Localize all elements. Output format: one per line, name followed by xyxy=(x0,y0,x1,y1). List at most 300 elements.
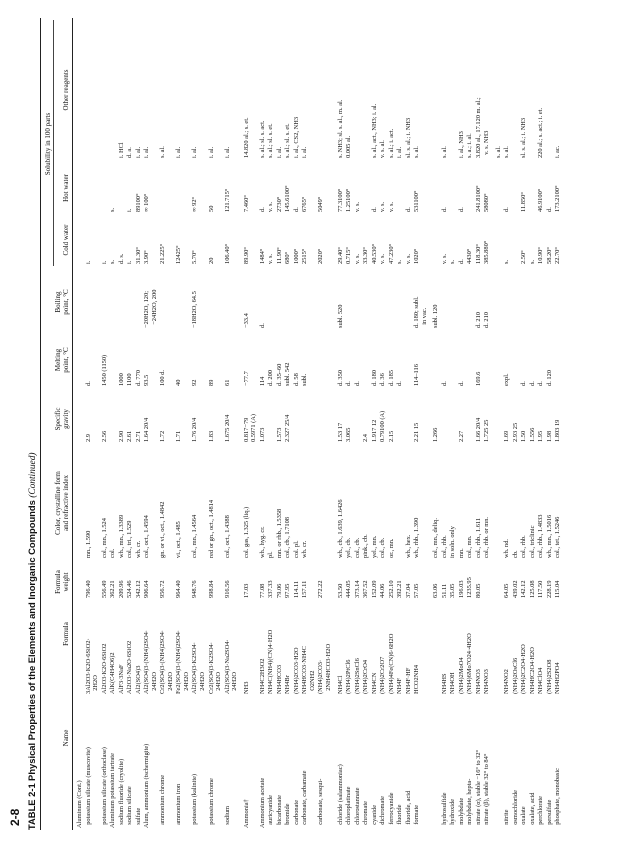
cell-formula: NH4ClO4 xyxy=(537,667,545,694)
cell-gravity: 2.93 25 xyxy=(511,422,519,442)
cell-color: pink., cb. xyxy=(362,534,369,558)
cell-color: gn. or vi., oct., 1.4842 xyxy=(159,501,167,558)
cell-color: cb. xyxy=(511,550,519,558)
cell-formula: Al2(SO4)3·K2SO4· 24H2O xyxy=(191,642,206,694)
cell-color: wh., mn., 1.5016 xyxy=(545,514,553,558)
cell-other-reagents: i. ac. xyxy=(554,145,562,158)
cell-name: carbonate xyxy=(292,799,300,828)
cell-name: ferrocyanide xyxy=(387,792,395,828)
cell-cold-water: 680° xyxy=(284,251,292,264)
cell-formula: NH4C(NH4)(CN)4·H2O xyxy=(267,629,275,694)
cell-hot-water: d. xyxy=(292,207,300,212)
cell-cold-water: 2020° xyxy=(317,248,325,264)
cell-cold-water: 0.715° xyxy=(345,247,352,264)
cell-name: persulfate xyxy=(545,799,553,828)
cell-gravity: 1.64 20/4 xyxy=(143,417,151,442)
cell-name: nitrate (α), stable −16° to 32° xyxy=(474,749,482,828)
cell-weight: 125.08 xyxy=(528,580,536,598)
cell-weight: 367.52 xyxy=(362,580,369,598)
cell-gravity: 1.76 20/4 xyxy=(191,417,199,442)
cell-boiling-point: subl. 120 xyxy=(432,304,440,328)
cell-name: sulfate xyxy=(134,807,142,828)
cell-weight: 998.84 xyxy=(207,580,215,598)
cell-other-reagents: i. HCl xyxy=(117,142,125,158)
cell-cold-water: i. xyxy=(84,260,92,264)
cell-color: wh. cr. xyxy=(301,540,309,558)
cell-formula: (NH4)2MoO4 xyxy=(457,657,465,694)
cell-gravity: 1.573 xyxy=(275,427,283,442)
cell-other-reagents: i. al. xyxy=(301,146,309,158)
cell-name: oxalate, acid xyxy=(528,792,536,828)
cell-hot-water: 7.460° xyxy=(242,195,250,212)
cell-cold-water: 21.225° xyxy=(159,243,167,264)
cell-hot-water: d. xyxy=(545,207,553,212)
cell-gravity: 1.803 19 xyxy=(554,419,562,442)
cell-hot-water: d. xyxy=(258,207,266,212)
cell-weight: 35.05 xyxy=(449,583,457,598)
cell-formula: Al2(SO4)3 xyxy=(134,665,142,694)
cell-gravity: 1.675 20/4 xyxy=(223,414,231,442)
cell-boiling-point: subl. 520 xyxy=(336,304,344,328)
header-formula: Formula xyxy=(62,622,70,646)
cell-melting-point: 1000 xyxy=(117,373,125,386)
cell-other-reagents: v. s. al. xyxy=(379,140,386,158)
cell-boiling-point: d. xyxy=(258,323,266,328)
cell-weight: 252.10 xyxy=(387,580,395,598)
cell-color: col., mn., 1.524 xyxy=(100,518,108,558)
cell-other-reagents: i. al., CS2, NH3 xyxy=(292,116,300,158)
cell-name: molybdate xyxy=(457,797,465,828)
cell-other-reagents: i. al. xyxy=(396,146,403,158)
cell-hot-water: 77.3100° xyxy=(336,188,344,212)
cell-weight: 196.03 xyxy=(457,580,465,598)
cell-melting-point: 114–116 xyxy=(413,364,420,386)
cell-hot-water: 121.715° xyxy=(223,188,231,212)
cell-formula: NH4NO2 xyxy=(503,669,511,694)
cell-hot-water: d. xyxy=(440,207,448,212)
cell-other-reagents: s. NH3; sl. s. al., m. al. xyxy=(336,99,344,158)
cell-color: col., rhb. or mn. xyxy=(483,517,491,558)
cell-melting-point: 93.5 xyxy=(143,374,151,386)
cell-formula: (NH4)2C2O4·H2O xyxy=(520,644,528,694)
cell-cold-water: 31.30° xyxy=(134,247,142,264)
cell-hot-water: 145.6100° xyxy=(284,185,292,212)
cell-other-reagents: i. al. xyxy=(223,146,231,158)
cell-name: Alum, ammonium (tschermigite) xyxy=(143,743,151,828)
cell-melting-point: 61 xyxy=(223,379,231,386)
cell-other-reagents: i. al. xyxy=(134,146,142,158)
cell-formula: (NH4)2CO3·H2O xyxy=(292,647,300,694)
cell-color: col., triclinic xyxy=(528,525,536,558)
cell-cold-water: 385.880° xyxy=(483,240,491,264)
cell-weight: 948.76 xyxy=(191,580,199,598)
cell-formula: (NH4)4Fe(CN)6·6H2O xyxy=(387,633,395,694)
cell-gravity: 1.95 xyxy=(537,430,545,442)
cell-name: perchlorate xyxy=(537,796,545,828)
cell-gravity: 2.27 xyxy=(457,430,465,442)
cell-hot-water: v. s. xyxy=(267,201,275,212)
table-caption xyxy=(26,452,38,830)
cell-formula: NH4HC2O4·H2O xyxy=(528,647,536,694)
cell-gravity: 1.66 20/4 xyxy=(474,417,482,442)
cell-formula: NH4Br xyxy=(284,675,292,694)
cell-name: auricyanide xyxy=(267,794,275,828)
cell-name: chloride (salammoniac) xyxy=(336,764,344,828)
cell-name: nitrate (β), stable 32° to 84° xyxy=(483,753,491,828)
cell-weight: 439.02 xyxy=(511,580,519,598)
cell-cold-water: 5.70° xyxy=(191,250,199,264)
cell-formula: (NH4)2Cr2O7 xyxy=(379,656,386,694)
cell-color: wh. cr. xyxy=(134,540,142,558)
cell-name: phosphate, monobasic xyxy=(554,768,562,828)
cell-gravity: 2.21 15 xyxy=(413,422,420,442)
header-hot-water: Hot water xyxy=(62,174,70,202)
cell-gravity: 1.073 xyxy=(258,427,266,442)
cell-gravity: 1.98 xyxy=(545,430,553,442)
cell-formula: Cr2(SO4)3·(NH4)2SO4· 24H2O xyxy=(159,630,174,694)
cell-boiling-point: d. 210 xyxy=(474,312,482,328)
cell-formula: NH4HS xyxy=(440,673,448,694)
cell-formula: (NH4)2PtCl6 xyxy=(345,659,352,694)
cell-gravity: 1.50 xyxy=(520,430,528,442)
cell-weight: 964.40 xyxy=(175,580,183,598)
cell-weight: 17.03 xyxy=(242,583,250,598)
cell-weight: 362.21 xyxy=(109,580,117,598)
cell-gravity: 1.266 xyxy=(432,427,440,442)
cell-hot-water: d. xyxy=(457,207,465,212)
cell-gravity: 2.71 xyxy=(134,430,142,442)
cell-formula: NH4H2PO4 xyxy=(554,662,562,694)
cell-hot-water: 58080° xyxy=(483,193,491,212)
cell-other-reagents: 220 al.; s. act.; i. et. xyxy=(537,107,545,158)
cell-melting-point: subl. 542 xyxy=(284,362,292,386)
cell-melting-point: 1450 (1150) xyxy=(100,354,108,386)
cell-color: col., rhb., 1.611 xyxy=(474,517,482,558)
cell-weight: 916.56 xyxy=(223,580,231,598)
cell-boiling-point: d. 180; subl. in vac. xyxy=(413,296,428,328)
cell-formula: NH4CN xyxy=(370,672,378,694)
cell-cold-water: v. s. xyxy=(404,253,412,264)
cell-name: Ammonia† xyxy=(242,799,250,828)
cell-boiling-point: d. 210 xyxy=(483,312,491,328)
cell-weight: 228.19 xyxy=(545,580,553,598)
cell-melting-point: 1100 xyxy=(126,373,134,386)
cell-weight: 115.04 xyxy=(554,580,562,598)
cell-weight: 80.05 xyxy=(474,583,482,598)
cell-weight: 142.12 xyxy=(520,580,528,598)
cell-formula: (NH4)2CO3· 2NH4HCO3·H2O xyxy=(317,643,332,694)
cell-formula: NH4NO3 xyxy=(483,669,491,694)
table-continued: (Continued) xyxy=(28,452,38,498)
cell-boiling-point: −20H2O, 120; −24H2O, 200 xyxy=(143,289,158,328)
cell-melting-point: d. 200 xyxy=(267,370,275,386)
cell-weight: 906.64 xyxy=(143,580,151,598)
cell-weight: 444.05 xyxy=(345,580,352,598)
cell-hot-water: ∞ 100° xyxy=(143,193,151,212)
cell-cold-water: 11.90° xyxy=(275,247,283,264)
cell-cold-water: 22.70° xyxy=(554,247,562,264)
cell-gravity: 2.56 xyxy=(100,430,108,442)
cell-name: oxalate xyxy=(520,806,528,828)
cell-color: col., rhb., 1.4833 xyxy=(537,514,545,558)
header-melting: Melting point, °C xyxy=(54,347,70,373)
cell-boiling-point: −33.4 xyxy=(242,313,250,328)
cell-color: col., oct., 1.4388 xyxy=(223,515,231,558)
cell-other-reagents: i. al., NH3 xyxy=(457,131,465,158)
cell-gravity: 0.79100 (A) xyxy=(379,410,386,442)
cell-weight: 63.06 xyxy=(432,583,440,598)
cell-other-reagents: sl. s. al.; i. NH3 xyxy=(404,117,412,158)
header-other-reagents: Other reagents xyxy=(62,69,70,111)
cell-weight: 152.09 xyxy=(370,580,378,598)
cell-color: col., rhb. xyxy=(520,535,528,558)
cell-weight: 114.11 xyxy=(292,580,300,598)
cell-name: carbonate, sesqui- xyxy=(317,778,325,828)
cell-melting-point: d. 36 xyxy=(379,373,386,386)
cell-cold-water: 12425° xyxy=(175,245,183,264)
cell-weight: 524.46 xyxy=(126,580,134,598)
cell-melting-point: d. xyxy=(345,381,352,386)
cell-gravity: 2.9 xyxy=(84,434,92,442)
cell-other-reagents: s. al. xyxy=(494,146,502,158)
cell-name: potassium (kalinite) xyxy=(191,773,199,828)
cell-weight: 796.40 xyxy=(84,580,92,598)
cell-other-reagents: s. al. xyxy=(413,146,420,158)
cell-name: carbonate, carbamate xyxy=(301,770,309,828)
cell-other-reagents: 3.820 al., 17.120 m. al.; xyxy=(474,97,482,158)
cell-name: sodium fluoride (cryolite) xyxy=(117,758,125,828)
cell-formula: NH4F·HF xyxy=(404,667,412,694)
cell-weight: 392.21 xyxy=(396,580,403,598)
cell-name: hydrosulfide xyxy=(440,792,448,828)
header-rule xyxy=(72,18,73,830)
cell-color: pl. xyxy=(267,551,275,558)
cell-name: osmochloride xyxy=(511,790,519,828)
cell-other-reagents: i. al. xyxy=(207,146,215,158)
cell-melting-point: 89 xyxy=(207,379,215,386)
cell-other-reagents: v. s. NH3 xyxy=(483,130,491,158)
cell-boiling-point: −18H2O, 64.5 xyxy=(191,291,199,328)
cell-name: cyanide xyxy=(370,804,378,828)
cell-melting-point: 40 xyxy=(175,379,183,386)
cell-weight: 373.14 xyxy=(353,580,361,598)
cell-color: col. xyxy=(109,548,117,558)
cell-weight: 272.22 xyxy=(317,580,325,598)
cell-color: wh., hex. xyxy=(404,534,412,558)
cell-color: col., mn. xyxy=(466,535,474,558)
cell-melting-point: subl. xyxy=(301,373,309,386)
cell-gravity: 2.90 xyxy=(117,430,125,442)
cell-cold-water: i. xyxy=(126,260,134,264)
cell-gravity: 0.817−79 0.5971 (A) xyxy=(242,413,258,442)
cell-cold-water: 40.530° xyxy=(370,243,378,264)
cell-name: nitrite xyxy=(503,809,511,828)
page-number: 2-8 xyxy=(8,808,22,826)
cell-melting-point: d. 120 xyxy=(545,370,553,386)
cell-color: wh., hyg. cr. xyxy=(258,526,266,558)
cell-color: col. gas, 1.325 (liq.) xyxy=(242,506,250,558)
cell-melting-point: d. 770 xyxy=(134,370,142,386)
cell-hot-water: i. xyxy=(126,208,134,212)
cell-cold-water: 58.20° xyxy=(545,247,553,264)
cell-cold-water: 4430° xyxy=(466,248,474,264)
cell-color: wh., cb., 1.639, 1.6426 xyxy=(336,499,344,558)
cell-hot-water: v. s. xyxy=(387,201,395,212)
cell-name: molybdate, hepta- xyxy=(466,778,474,828)
cell-gravity: 2.4 xyxy=(362,434,369,442)
cell-hot-water: d. xyxy=(370,207,378,212)
cell-cold-water: 1000° xyxy=(292,248,300,264)
cell-cold-water: 10.90° xyxy=(537,247,545,264)
cell-weight: 556.49 xyxy=(100,580,108,598)
cell-color: or., mn. xyxy=(387,538,395,558)
cell-name: Ammonium acetate xyxy=(258,777,266,828)
cell-weight: 37.04 xyxy=(404,583,412,598)
header-gravity: Specific gravity xyxy=(54,407,70,431)
cell-color: wh., rhb., 1.390 xyxy=(413,517,420,558)
cell-gravity: 1.917 12 xyxy=(370,419,378,442)
cell-other-reagents: 0.005 al. xyxy=(345,135,352,158)
cell-weight: 342.12 xyxy=(134,580,142,598)
cell-gravity: 1.83 xyxy=(207,430,215,442)
cell-name: chromate xyxy=(362,801,369,828)
cell-melting-point: d. xyxy=(84,381,92,386)
cell-cold-water: 89.90° xyxy=(242,247,250,264)
cell-melting-point: d. xyxy=(528,381,536,386)
cell-hot-water: 46.9100° xyxy=(537,188,545,212)
cell-cold-water: v. s. xyxy=(440,253,448,264)
cell-melting-point: d. xyxy=(457,381,465,386)
cell-cold-water: 3.90° xyxy=(143,250,151,264)
cell-weight: 57.05 xyxy=(413,583,420,598)
cell-weight: 209.96 xyxy=(117,580,125,598)
cell-color: col. pl. xyxy=(292,540,300,558)
header-boiling: Boiling point, °C xyxy=(54,289,70,315)
cell-formula: NH4HCO3 xyxy=(275,664,283,694)
cell-formula: AlF3·3NaF xyxy=(117,664,125,694)
cell-weight: 117.50 xyxy=(537,580,545,598)
cell-hot-water: 2730° xyxy=(275,196,283,212)
cell-formula: (NH4)2OsCl6 xyxy=(511,657,519,694)
table-title: Physical Properties of the Elements and Inorganic Compounds xyxy=(26,500,37,781)
cell-name: bromide xyxy=(284,803,292,828)
cell-melting-point: d. 180 xyxy=(370,370,378,386)
cell-color: mn. or rhb., 1.5358 xyxy=(275,508,283,558)
cell-gravity: 2.327 25/4 xyxy=(284,414,292,442)
cell-weight: 64.05 xyxy=(503,583,511,598)
cell-color: wh., mn., 1.3389 xyxy=(117,514,125,558)
cell-other-reagents: i. al. xyxy=(175,146,183,158)
cell-name: fluoride, acid xyxy=(404,790,412,828)
cell-melting-point: 169.6 xyxy=(474,371,482,386)
cell-cold-water: 1020° xyxy=(413,248,420,264)
cell-name: sodium silicate xyxy=(126,786,134,828)
cell-color: wh. nd. xyxy=(503,539,511,558)
cell-gravity: 1.69 xyxy=(503,430,511,442)
cell-color: col., oct., 1.4594 xyxy=(143,515,151,558)
cell-other-reagents: s. al.; sl. s. et. xyxy=(284,123,292,158)
cell-hot-water: 89100° xyxy=(134,193,142,212)
cell-formula: AlK(C4H4O6)2 xyxy=(109,652,117,694)
cell-name: potassium silicate (orthoclase) xyxy=(100,747,108,828)
cell-melting-point: d. 58 xyxy=(292,373,300,386)
cell-melting-point: 114 xyxy=(258,376,266,386)
cell-gravity: 2.61 xyxy=(126,430,134,442)
header-name: Name xyxy=(62,729,70,747)
cell-formula: (NH4)2SnCl6 xyxy=(353,658,361,694)
cell-gravity: 1.71 xyxy=(175,430,183,442)
cell-color: col., cb. xyxy=(379,537,386,558)
cell-melting-point: d. 185 xyxy=(387,370,395,386)
cell-other-reagents: i. al. xyxy=(275,146,283,158)
cell-name: hydroxide xyxy=(449,798,457,828)
cell-color: mn. xyxy=(457,548,465,558)
cell-formula: NH4NO3 xyxy=(474,669,482,694)
cell-other-reagents: s. al. xyxy=(503,146,511,158)
cell-cold-water: d. xyxy=(457,259,465,264)
cell-formula: NH4Cl xyxy=(336,675,344,694)
cell-weight: 79.06 xyxy=(275,583,283,598)
cell-hot-water: d. xyxy=(404,207,412,212)
cell-color: yel., mn. xyxy=(370,535,378,558)
cell-formula: 3Al2O3·K2O·6SiO2· 2H2O xyxy=(84,638,100,694)
cell-formula: NH3 xyxy=(242,681,250,694)
cell-formula: Al2(SO4)3·Na2SO4· 24H2O xyxy=(223,639,239,694)
cell-cold-water: 2.50° xyxy=(520,250,528,264)
cell-melting-point: expl. xyxy=(503,373,511,386)
cell-hot-water: 5049° xyxy=(317,196,325,212)
cell-other-reagents: s. al.; sl. s. act. xyxy=(258,120,266,158)
cell-hot-water: d. xyxy=(503,207,511,212)
cell-other-reagents: s. al.; sl. s. et. xyxy=(267,123,275,158)
cell-name: Aluminum potassium tartrate xyxy=(109,753,117,828)
cell-color: col., tet., 1.5246 xyxy=(554,516,562,558)
header-weight: Formula weight xyxy=(54,570,70,594)
cell-color: mn., 1.590 xyxy=(84,530,92,558)
cell-melting-point: d. 350 xyxy=(336,370,344,386)
cell-name: fluoride xyxy=(396,804,403,828)
cell-other-reagents: s. al., act., NH3; i. al. xyxy=(370,103,378,158)
cell-gravity: 3.065 xyxy=(345,427,352,442)
cell-formula: Al2(SO4)3·(NH4)2SO4· 24H2O xyxy=(143,630,158,694)
cell-color: col., mn., 1.4564 xyxy=(191,514,199,558)
cell-cold-water: s. xyxy=(109,259,117,264)
cell-hot-water: 1.25100° xyxy=(345,188,352,212)
cell-formula: NH4OH xyxy=(449,672,457,694)
cell-name: ammonium chrome xyxy=(159,774,167,828)
cell-name: chloroplatinate xyxy=(345,786,352,828)
cell-cold-water: s. xyxy=(503,259,511,264)
cell-formula: Fe2(SO4)3·(NH4)2SO4· 24H2O xyxy=(175,630,190,694)
cell-other-reagents: d. a. xyxy=(126,147,134,158)
cell-hot-water: ∞ 92° xyxy=(191,196,199,212)
cell-hot-water: 173.2100° xyxy=(554,185,562,212)
cell-formula: Cr2(SO4)3·K2SO4· 24H2O xyxy=(207,642,223,694)
cell-formula: NH4HCO3·NH4C O2NH2 xyxy=(301,646,316,694)
cell-cold-water: v. s. xyxy=(379,253,386,264)
cell-name: Aluminum (Cont.) xyxy=(76,780,83,828)
header-cold-water: Cold water xyxy=(62,224,70,256)
cell-other-reagents: s. a.; i. al. xyxy=(466,133,474,158)
cell-cold-water: d. s. xyxy=(117,253,125,264)
cell-cold-water: 47.230° xyxy=(387,243,395,264)
cell-cold-water: 29.40° xyxy=(336,247,344,264)
cell-formula: NH4C2H3O2 xyxy=(258,658,266,694)
cell-cold-water: 106.40° xyxy=(223,243,231,264)
cell-other-reagents: s. al. xyxy=(440,146,448,158)
cell-gravity: 1.556 xyxy=(528,427,536,442)
cell-hot-water: 11.850° xyxy=(520,192,528,212)
